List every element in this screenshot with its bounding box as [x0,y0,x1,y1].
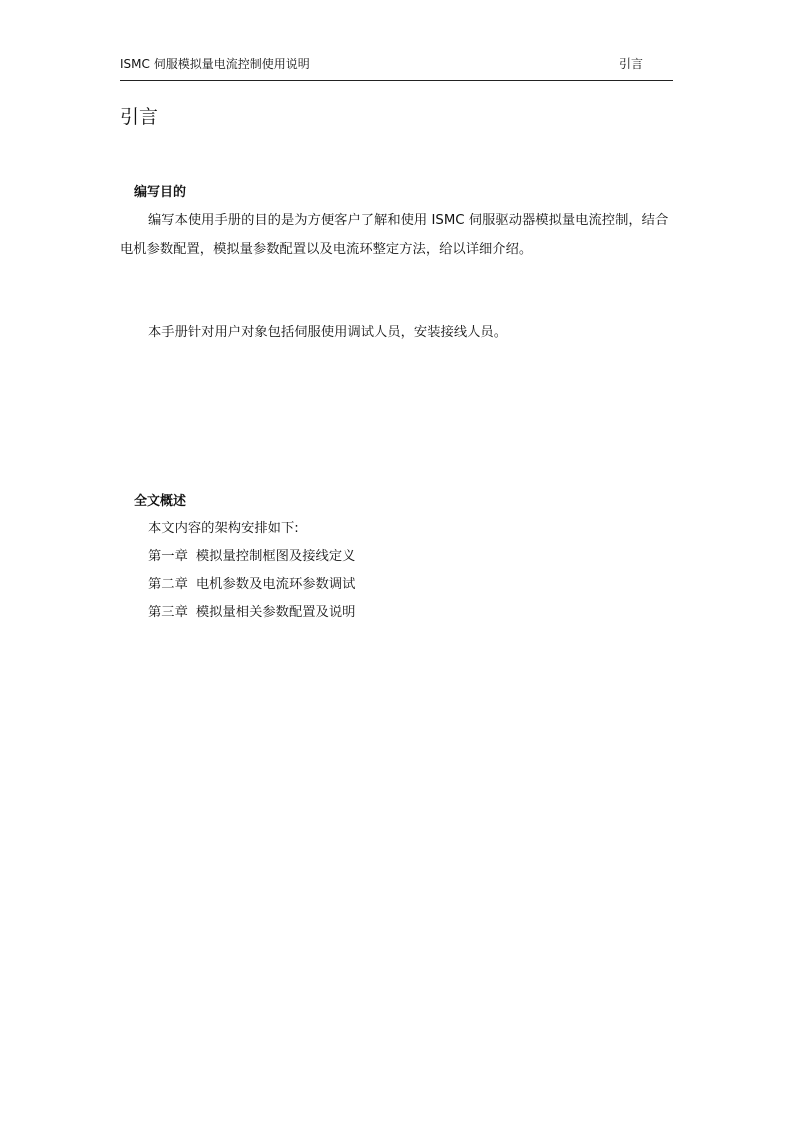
chapter-item [148,604,355,622]
chapter-title: 电机参数及电流环参数调试 [195,577,356,592]
purpose-paragraph: 编写本使用手册的目的是为方便客户了解和使用 ISMC 伺服驱动器模拟量电流控制，结合电机参数配置，模拟量参数配置以及电流环整定方法，给以详细介绍。 [120,213,669,257]
header-section-name: 引言 [618,57,643,71]
page-header [120,56,673,81]
chapter-item [148,548,355,566]
overview-intro: 本文内容的架构安排如下: [148,521,299,536]
chapter-title: 模拟量控制框图及接线定义 [195,549,356,564]
purpose-heading: 编写目的 [134,185,187,200]
page-title: 引言 [120,106,159,128]
header-doc-title: ISMC 伺服模拟量电流控制使用说明 [120,57,310,71]
chapter-number: 第二章 [148,577,188,592]
chapter-item [148,576,355,594]
chapter-title: 模拟量相关参数配置及说明 [195,605,356,620]
chapter-number: 第三章 [148,605,188,620]
overview-heading: 全文概述 [134,494,187,509]
audience-paragraph: 本手册针对用户对象包括伺服使用调试人员，安装接线人员。 [148,325,508,340]
chapter-number: 第一章 [148,549,188,564]
